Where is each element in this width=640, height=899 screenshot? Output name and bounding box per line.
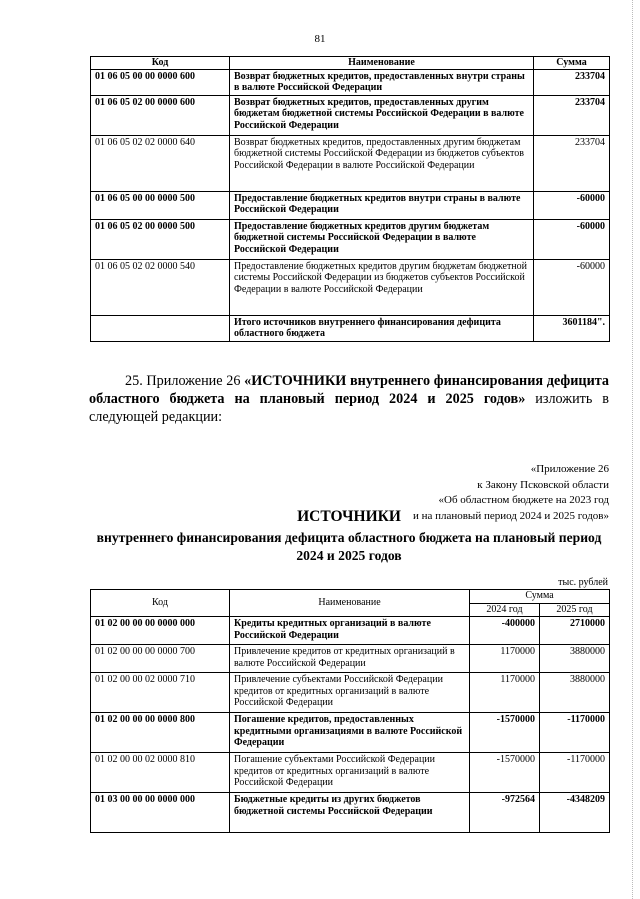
- table-row: [91, 259, 610, 315]
- attachment-line-2: к Закону Псковской области: [477, 478, 609, 491]
- table-row: [91, 673, 610, 713]
- row-code: [91, 315, 230, 341]
- table-row: [91, 69, 610, 95]
- row-sum: 233704: [534, 69, 610, 95]
- row-value-2025: -4348209: [540, 793, 610, 833]
- row-name: Бюджетные кредиты из других бюджетов бюджетной системы Российской Федерации: [230, 793, 470, 833]
- row-value-2025: -1170000: [540, 753, 610, 793]
- page-number: 81: [314, 33, 326, 45]
- row-value-2024: -400000: [470, 617, 540, 645]
- row-sum: -60000: [534, 191, 610, 219]
- table-row: [91, 135, 610, 191]
- row-name: Привлечение субъектами Российской Федерации кредитов от кредитных организаций в валюте Российской Федерации: [230, 673, 470, 713]
- table2-body: [91, 617, 610, 833]
- row-value-2024: 1170000: [470, 673, 540, 713]
- attachment-line-1: «Приложение 26: [530, 463, 609, 475]
- page-title: ИСТОЧНИКИ: [297, 508, 401, 525]
- row-name: Возврат бюджетных кредитов, предоставленных другим бюджетам бюджетной системы Российской Федерации из бюджетов субъектов Российской Федерации в валюте Российской Федерации: [230, 135, 534, 191]
- attachment-line-4: и на плановый период 2024 и 2025 годов»: [412, 509, 609, 522]
- row-sum: -60000: [534, 259, 610, 315]
- table-row-total: [91, 315, 610, 341]
- row-sum: 233704: [534, 95, 610, 135]
- attachment-line-3: «Об областном бюджете на 2023 год: [438, 494, 609, 506]
- row-code: 01 06 05 02 02 0000 640: [91, 135, 230, 191]
- row-code: 01 06 05 02 00 0000 600: [91, 95, 230, 135]
- table-row: [91, 753, 610, 793]
- row-value-2024: 1170000: [470, 645, 540, 673]
- row-value-2025: 2710000: [540, 617, 610, 645]
- table1-header-sum: Сумма: [534, 57, 610, 70]
- row-code: 01 06 05 00 00 0000 500: [91, 191, 230, 219]
- row-name: Итого источников внутреннего финансирования дефицита областного бюджета: [230, 315, 534, 341]
- table-row: [91, 713, 610, 753]
- row-name: Предоставление бюджетных кредитов другим бюджетам бюджетной системы Российской Федерации из бюджетов субъектов Российской Федерации в валюте Российской Федерации: [230, 259, 534, 315]
- paragraph-tail: изложить в следующей редакции:: [89, 391, 609, 425]
- row-value-2024: -972564: [470, 793, 540, 833]
- paragraph-bold: «ИСТОЧНИКИ внутреннего финансирования дефицита областного бюджета на плановый период 2024 и 2025 годов»: [89, 373, 609, 407]
- unit-label: тыс. рублей: [558, 577, 608, 588]
- table1-header-name: Наименование: [230, 57, 534, 70]
- row-name: Кредиты кредитных организаций в валюте Российской Федерации: [230, 617, 470, 645]
- row-value-2025: -1170000: [540, 713, 610, 753]
- table-row: [91, 645, 610, 673]
- paragraph-lead: 25. Приложение 26: [125, 373, 245, 389]
- row-code: 01 02 00 00 00 0000 700: [91, 645, 230, 673]
- page-edge-line: [631, 0, 633, 899]
- row-code: 01 02 00 00 00 0000 000: [91, 617, 230, 645]
- row-code: 01 03 00 00 00 0000 000: [91, 793, 230, 833]
- table-row: [91, 191, 610, 219]
- row-value-2024: -1570000: [470, 713, 540, 753]
- row-name: Погашение субъектами Российской Федерации кредитов от кредитных организаций в валюте Российской Федерации: [230, 753, 470, 793]
- sources-table-planned: [90, 589, 610, 833]
- row-value-2025: 3880000: [540, 645, 610, 673]
- table2-header-code: Код: [91, 590, 230, 617]
- row-sum: -60000: [534, 219, 610, 259]
- table2-header-2024: 2024 год: [470, 604, 540, 617]
- row-name: Возврат бюджетных кредитов, предоставленных другим бюджетам бюджетной системы Российской Федерации в валюте Российской Федерации: [230, 95, 534, 135]
- row-name: Предоставление бюджетных кредитов другим бюджетам бюджетной системы Российской Федерации в валюте Российской Федерации: [230, 219, 534, 259]
- row-code: 01 02 00 00 02 0000 710: [91, 673, 230, 713]
- row-name: Возврат бюджетных кредитов, предоставленных внутри страны в валюте Российской Федерации: [230, 69, 534, 95]
- table-row: [91, 793, 610, 833]
- row-code: 01 06 05 02 02 0000 540: [91, 259, 230, 315]
- row-value-2025: 3880000: [540, 673, 610, 713]
- table-row: [91, 219, 610, 259]
- table1-header-code: Код: [91, 57, 230, 70]
- row-sum: 3601184".: [534, 315, 610, 341]
- table-row: [91, 617, 610, 645]
- row-name: Погашение кредитов, предоставленных кредитными организациями в валюте Российской Федерации: [230, 713, 470, 753]
- row-value-2024: -1570000: [470, 753, 540, 793]
- row-name: Предоставление бюджетных кредитов внутри страны в валюте Российской Федерации: [230, 191, 534, 219]
- row-name: Привлечение кредитов от кредитных организаций в валюте Российской Федерации: [230, 645, 470, 673]
- row-code: 01 06 05 00 00 0000 600: [91, 69, 230, 95]
- row-code: 01 06 05 02 00 0000 500: [91, 219, 230, 259]
- table2-header-name: Наименование: [230, 590, 470, 617]
- table2-header-2025: 2025 год: [540, 604, 610, 617]
- row-sum: 233704: [534, 135, 610, 191]
- amendment-paragraph: [89, 372, 609, 426]
- row-code: 01 02 00 00 00 0000 800: [91, 713, 230, 753]
- table-row: [91, 95, 610, 135]
- page-subtitle: внутреннего финансирования дефицита областного бюджета на плановый период 2024 и 2025 годов: [96, 530, 602, 563]
- sources-table-continued: [90, 56, 610, 342]
- table2-header-sum: Сумма: [470, 590, 610, 604]
- table1-body: [91, 69, 610, 341]
- row-code: 01 02 00 00 02 0000 810: [91, 753, 230, 793]
